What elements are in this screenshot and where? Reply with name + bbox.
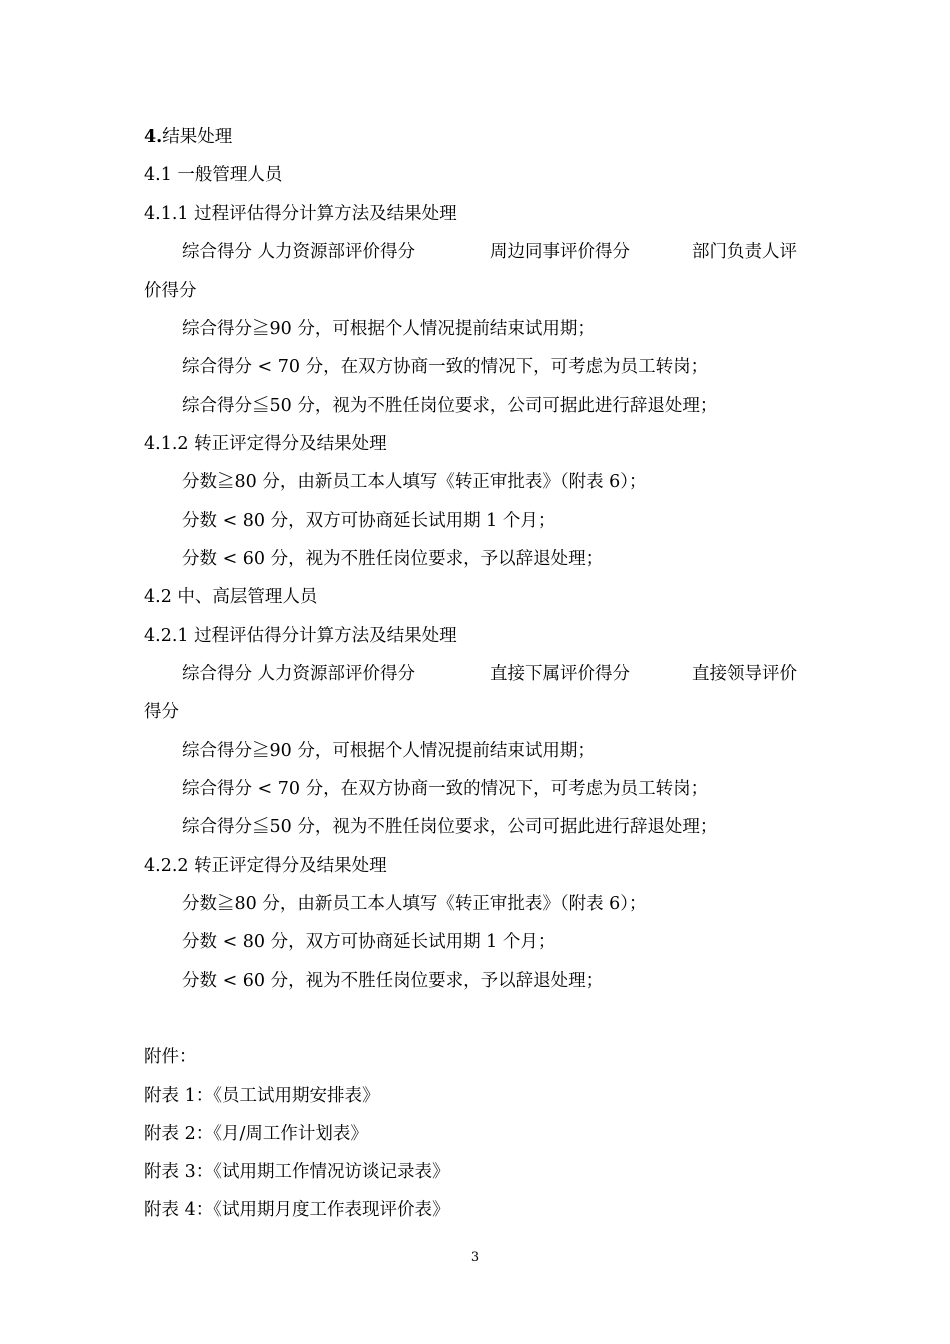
formula-term-subordinate: 直接下属评价得分	[490, 664, 630, 684]
formula-term-hr: 综合得分 人力资源部评价得分	[182, 664, 416, 684]
subsection-heading-4-2-1: 4.2.1 过程评估得分计算方法及结果处理	[144, 626, 457, 646]
rule-item: 分数 < 80 分，双方可协商延长试用期 1 个月；	[182, 511, 556, 531]
formula-term-manager: 部门负责人评	[692, 242, 797, 262]
section-number: 4.	[144, 127, 163, 147]
subsection-heading-4-2-2: 4.2.2 转正评定得分及结果处理	[144, 856, 387, 876]
formula-term-supervisor: 直接领导评价	[692, 664, 797, 684]
rule-item: 综合得分≦50 分，视为不胜任岗位要求，公司可据此进行辞退处理；	[182, 396, 718, 416]
rule-item: 分数 < 60 分，视为不胜任岗位要求，予以辞退处理；	[182, 549, 604, 569]
attachment-item: 附表 4：《试用期月度工作表现评价表》	[144, 1200, 450, 1220]
attachments-title: 附件：	[144, 1047, 197, 1067]
attachment-item: 附表 3：《试用期工作情况访谈记录表》	[144, 1162, 450, 1182]
rule-item: 分数 < 60 分，视为不胜任岗位要求，予以辞退处理；	[182, 971, 604, 991]
formula-term-peer: 周边同事评价得分	[490, 242, 630, 262]
rule-item: 分数 < 80 分，双方可协商延长试用期 1 个月；	[182, 932, 556, 952]
rule-item: 综合得分≧90 分，可根据个人情况提前结束试用期；	[182, 319, 595, 339]
subsection-heading-4-1-2: 4.1.2 转正评定得分及结果处理	[144, 434, 387, 454]
formula-term-hr: 综合得分 人力资源部评价得分	[182, 242, 416, 262]
rule-item: 分数≧80 分，由新员工本人填写《转正审批表》（附表 6）；	[182, 894, 647, 914]
rule-item: 综合得分≦50 分，视为不胜任岗位要求，公司可据此进行辞退处理；	[182, 817, 718, 837]
subsection-heading-4-1: 4.1 一般管理人员	[144, 165, 283, 185]
formula-wrap-4-2-1: 得分	[144, 702, 179, 722]
rule-item: 综合得分 < 70 分，在双方协商一致的情况下，可考虑为员工转岗；	[182, 357, 709, 377]
attachment-item: 附表 2：《月/周工作计划表》	[144, 1124, 368, 1144]
attachment-item: 附表 1：《员工试用期安排表》	[144, 1086, 380, 1106]
rule-item: 分数≧80 分，由新员工本人填写《转正审批表》（附表 6）；	[182, 472, 647, 492]
subsection-heading-4-2: 4.2 中、高层管理人员	[144, 587, 318, 607]
formula-wrap-4-1-1: 价得分	[144, 281, 197, 301]
rule-item: 综合得分≧90 分，可根据个人情况提前结束试用期；	[182, 741, 595, 761]
rule-item: 综合得分 < 70 分，在双方协商一致的情况下，可考虑为员工转岗；	[182, 779, 709, 799]
page-number: 3	[470, 1250, 480, 1265]
subsection-heading-4-1-1: 4.1.1 过程评估得分计算方法及结果处理	[144, 204, 457, 224]
section-title: 结果处理	[162, 127, 233, 147]
section-heading	[144, 126, 232, 148]
